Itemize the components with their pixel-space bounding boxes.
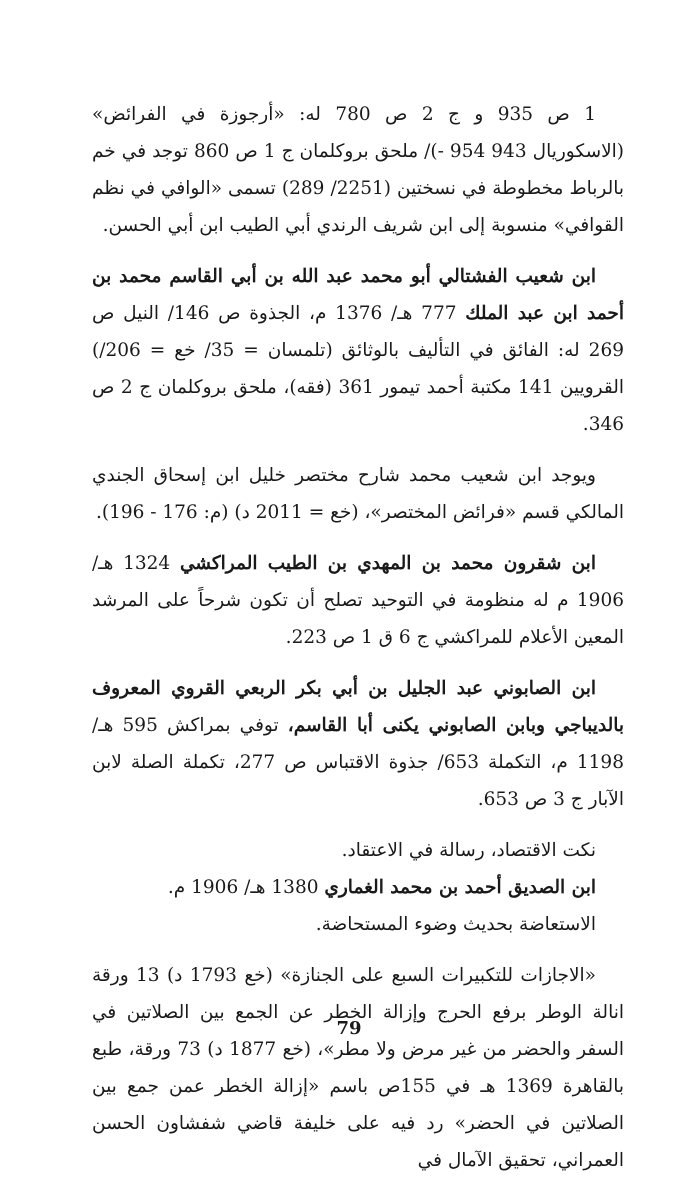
paragraph xyxy=(92,258,624,443)
entry-heading: ابن شقرون محمد بن المهدي بن الطيب المراكشي xyxy=(179,553,596,574)
entry-heading: ابن شعيب الفشتالي أبو محمد عبد الله بن أبي القاسم محمد بن أحمد ابن عبد الملك xyxy=(92,266,625,324)
paragraph xyxy=(92,832,624,869)
paragraph xyxy=(92,670,624,818)
paragraph xyxy=(92,869,624,906)
entry-text: 1324 هـ/ 1906 م له منظومة في التوحيد تصلح أن تكون شرحاً على المرشد المعين الأعلام للمراكشي ج 6 ق 1 ص 223. xyxy=(92,553,624,648)
paragraph xyxy=(92,457,624,531)
entry-text: «الاجازات للتكبيرات السبع على الجنازة» (خع 1793 د) 13 ورقة انالة الوطر برفع الحرج وإزالة الخطر عن الجمع بين الصلاتين في السفر والحضر من غير مرض ولا مطر»، (خع 1877 د) 73 ورقة، طبع بالقاهرة 1369 هـ في 155ص باسم «إزالة الخطر عمن جمع بين الصلاتين في الحضر» رد فيه على خليفة قاضي شفشاون الحسن العمراني، تحقيق الآمال في xyxy=(92,965,624,1171)
entry-heading: ابن الصديق أحمد بن محمد الغماري xyxy=(324,877,596,898)
paragraph xyxy=(92,96,624,244)
entry-text: 1380 هـ/ 1906 م. xyxy=(167,877,325,898)
entry-text: نكت الاقتصاد، رسالة في الاعتقاد. xyxy=(341,840,596,861)
page-number: 79 xyxy=(336,1018,362,1039)
paragraph xyxy=(92,957,624,1179)
paragraph xyxy=(92,906,624,943)
entry-text: 777 هـ/ 1376 م، الجذوة ص 146/ النيل ص 269 له: الفائق في التأليف بالوثائق (تلمسان = 35/ خع = 206/) القرويين 141 مكتبة أحمد تيمور 361 (فقه)، ملحق بروكلمان ج 2 ص 346. xyxy=(92,303,624,435)
entry-text: ويوجد ابن شعيب محمد شارح مختصر خليل ابن إسحاق الجندي المالكي قسم «فرائض المختصر»، (خع = 2011 د) (م: 176 - 196). xyxy=(92,465,624,523)
paragraph xyxy=(92,545,624,656)
entry-heading: ابن الصابوني عبد الجليل بن أبي بكر الربعي القروي المعروف بالديباجي وبابن الصابوني يكنى أبا القاسم، xyxy=(92,678,625,736)
entry-text: توفي بمراكش 595 هـ/ 1198 م، التكملة 653/ جذوة الاقتباس ص 277، تكملة الصلة لابن الآبار ج 3 ص 653. xyxy=(92,715,624,810)
entry-text: 1 ص 935 و ج 2 ص 780 له: «أرجوزة في الفرائض» (الاسكوريال 943 954 -)/ ملحق بروكلمان ج 1 ص 860 توجد في خم بالرباط مخطوطة في نسختين (2251/ 289) تسمى «الوافي في نظم القوافي» منسوبة إلى ابن شريف الرندي أبي الطيب ابن أبي الحسن. xyxy=(92,104,624,236)
entry-text: الاستعاضة بحديث وضوء المستحاضة. xyxy=(315,914,596,935)
